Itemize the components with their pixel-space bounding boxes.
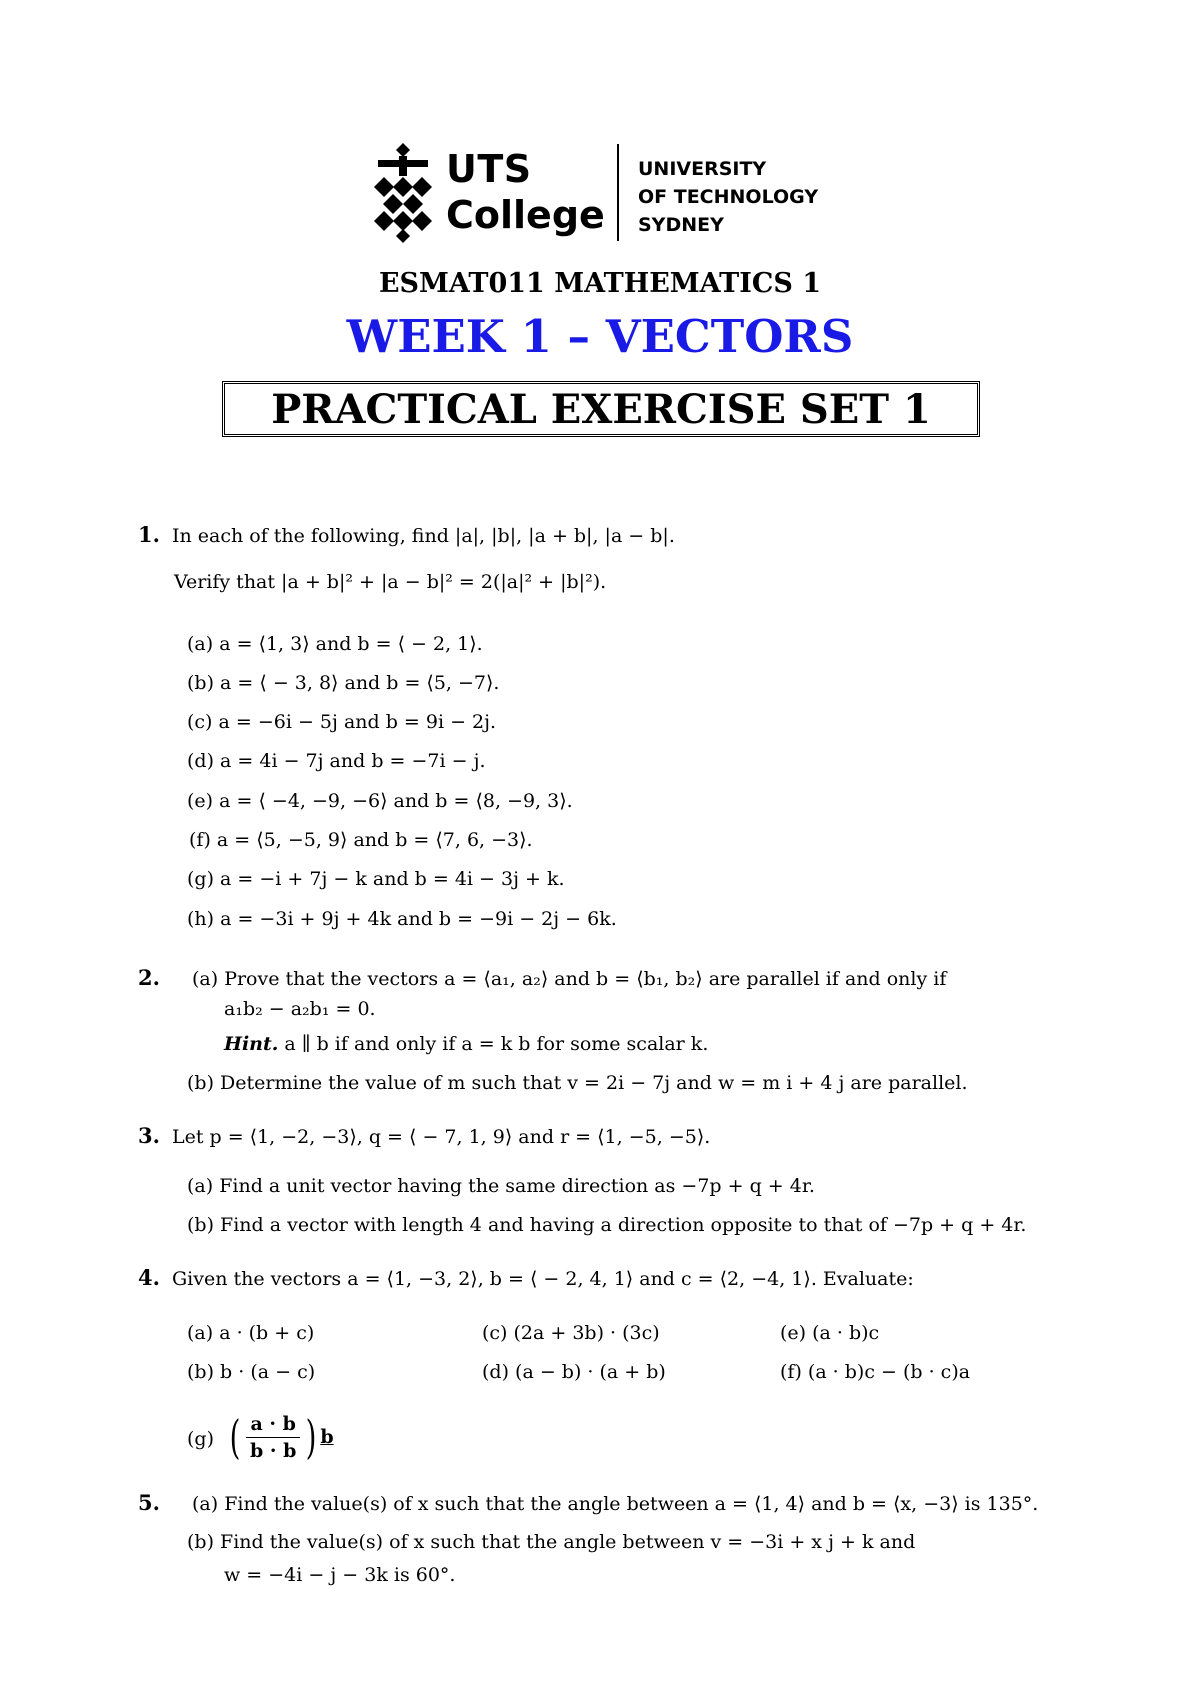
part-label: (b) [187, 1214, 214, 1236]
question-text: Given the vectors a = ⟨1, −3, 2⟩, b = ⟨ − 2, 4, 1⟩ and c = ⟨2, −4, 1⟩. Evaluate: [171, 1268, 914, 1290]
part-label: (f) [780, 1361, 802, 1383]
right-paren: ) [305, 1410, 317, 1464]
logo-university-line: UNIVERSITY [638, 158, 767, 180]
part-text: (a · b)c [812, 1322, 880, 1344]
question-text: In each of the following, find |a|, |b|, |a + b|, |a − b|. [171, 525, 675, 547]
question-4-part [482, 1321, 660, 1345]
part-text: a = ⟨5, −5, 9⟩ and b = ⟨7, 6, −3⟩. [216, 829, 533, 851]
question-2-part-a [138, 966, 946, 991]
logo-uts-text: UTS [446, 147, 532, 191]
question-4-part [780, 1321, 879, 1345]
question-4-intro [138, 1266, 914, 1291]
week-title: WEEK 1 – VECTORS [346, 310, 854, 363]
hint-label: Hint. [224, 1033, 279, 1055]
part-label: (a) [187, 633, 214, 655]
part-text: Find the value(s) of x such that the angle between a = ⟨1, 4⟩ and b = ⟨x, −3⟩ is 135°. [224, 1493, 1039, 1515]
part-label: (b) [187, 672, 214, 694]
part-label: (e) [780, 1322, 807, 1344]
part-label: (a) [191, 1493, 219, 1515]
question-number: 4. [138, 1265, 160, 1290]
logo-university-line: OF TECHNOLOGY [638, 186, 819, 208]
question-4-part [187, 1321, 314, 1345]
question-2-hint [224, 1032, 708, 1056]
question-5-part-b-continued: w = −4i − j − 3k is 60°. [224, 1564, 456, 1586]
left-paren: ( [229, 1410, 241, 1464]
question-4-part [187, 1360, 315, 1384]
exercise-set-title: PRACTICAL EXERCISE SET 1 [271, 386, 931, 433]
part-text: a = 4i − 7j and b = −7i − j. [220, 750, 486, 772]
part-label: (c) [482, 1322, 508, 1344]
question-3-part-a [187, 1174, 815, 1198]
part-text: a = ⟨ −4, −9, −6⟩ and b = ⟨8, −9, 3⟩. [219, 790, 573, 812]
fraction-denominator: b · b [249, 1439, 297, 1462]
part-text: a = −6i − 5j and b = 9i − 2j. [218, 711, 497, 733]
question-1-intro [138, 523, 675, 548]
part-label: (a) [187, 1175, 214, 1197]
part-text: Find a unit vector having the same direction as −7p + q + 4r. [219, 1175, 815, 1197]
question-number: 5. [138, 1490, 160, 1515]
logo-divider [617, 144, 619, 241]
fraction [246, 1411, 300, 1464]
part-text: Find the value(s) of x such that the angle between v = −3i + x j + k and [220, 1531, 916, 1553]
question-text: Let p = ⟨1, −2, −3⟩, q = ⟨ − 7, 1, 9⟩ and r = ⟨1, −5, −5⟩. [171, 1126, 711, 1148]
question-1-part [187, 867, 565, 891]
part-text: a = −3i + 9j + 4k and b = −9i − 2j − 6k. [220, 908, 617, 930]
question-3-intro [138, 1124, 710, 1149]
part-label: (e) [187, 790, 214, 812]
question-2-part-a-continued: a₁b₂ − a₂b₁ = 0. [224, 998, 376, 1020]
question-1-part [187, 671, 499, 695]
part-text: Prove that the vectors a = ⟨a₁, a₂⟩ and b = ⟨b₁, b₂⟩ are parallel if and only if [224, 968, 947, 990]
course-title: ESMAT011 MATHEMATICS 1 [378, 268, 822, 299]
question-5-part-a [138, 1491, 1038, 1516]
question-4-part [780, 1360, 970, 1384]
logo-university-text [638, 155, 818, 239]
part-label: (h) [187, 908, 215, 930]
part-label: (a) [187, 1322, 214, 1344]
logo-college-text: College [446, 193, 605, 237]
question-number: 1. [138, 522, 160, 547]
part-label: (f) [189, 829, 211, 851]
question-number: 2. [138, 965, 160, 990]
hint-text: a ∥ b if and only if a = k b for some scalar k. [284, 1033, 709, 1055]
part-label: (a) [191, 968, 219, 990]
question-1-part [187, 749, 486, 773]
part-text: a = ⟨ − 3, 8⟩ and b = ⟨5, −7⟩. [220, 672, 500, 694]
question-2-part-b [187, 1071, 968, 1095]
question-1-part [187, 907, 617, 931]
logo-university-line: SYDNEY [638, 214, 724, 236]
fraction-numerator: a · b [246, 1411, 299, 1438]
part-label: (g) [187, 868, 214, 890]
question-4-part-g-label: (g) [187, 1428, 214, 1450]
question-1-part [187, 710, 496, 734]
fraction-tail: b [320, 1426, 334, 1448]
part-text: b · (a − c) [220, 1361, 316, 1383]
part-label: (b) [187, 1072, 214, 1094]
exercise-set-box [222, 381, 980, 437]
part-label: (d) [187, 750, 214, 772]
part-text: a = ⟨1, 3⟩ and b = ⟨ − 2, 1⟩. [219, 633, 483, 655]
question-3-part-b [187, 1213, 1026, 1237]
uts-college-logo [374, 141, 844, 248]
question-number: 3. [138, 1123, 160, 1148]
part-label: (c) [187, 711, 213, 733]
uts-emblem-icon [374, 143, 432, 243]
part-label: (b) [187, 1361, 214, 1383]
part-label: (b) [187, 1531, 214, 1553]
part-label: (d) [482, 1361, 509, 1383]
part-text: Determine the value of m such that v = 2i − 7j and w = m i + 4 j are parallel. [220, 1072, 968, 1094]
question-1-part [187, 632, 483, 656]
part-text: (a − b) · (a + b) [515, 1361, 666, 1383]
part-text: (2a + 3b) · (3c) [513, 1322, 660, 1344]
question-4-part [482, 1360, 666, 1384]
question-4-part-g-fraction [226, 1405, 334, 1469]
part-text: a = −i + 7j − k and b = 4i − 3j + k. [220, 868, 565, 890]
question-1-verify: Verify that |a + b|² + |a − b|² = 2(|a|² + |b|²). [174, 571, 607, 593]
part-text: Find a vector with length 4 and having a direction opposite to that of −7p + q + 4r. [220, 1214, 1027, 1236]
question-5-part-b [187, 1530, 915, 1554]
question-1-part [187, 789, 573, 813]
part-text: (a · b)c − (b · c)a [807, 1361, 971, 1383]
part-text: a · (b + c) [219, 1322, 315, 1344]
question-1-part [189, 828, 533, 852]
